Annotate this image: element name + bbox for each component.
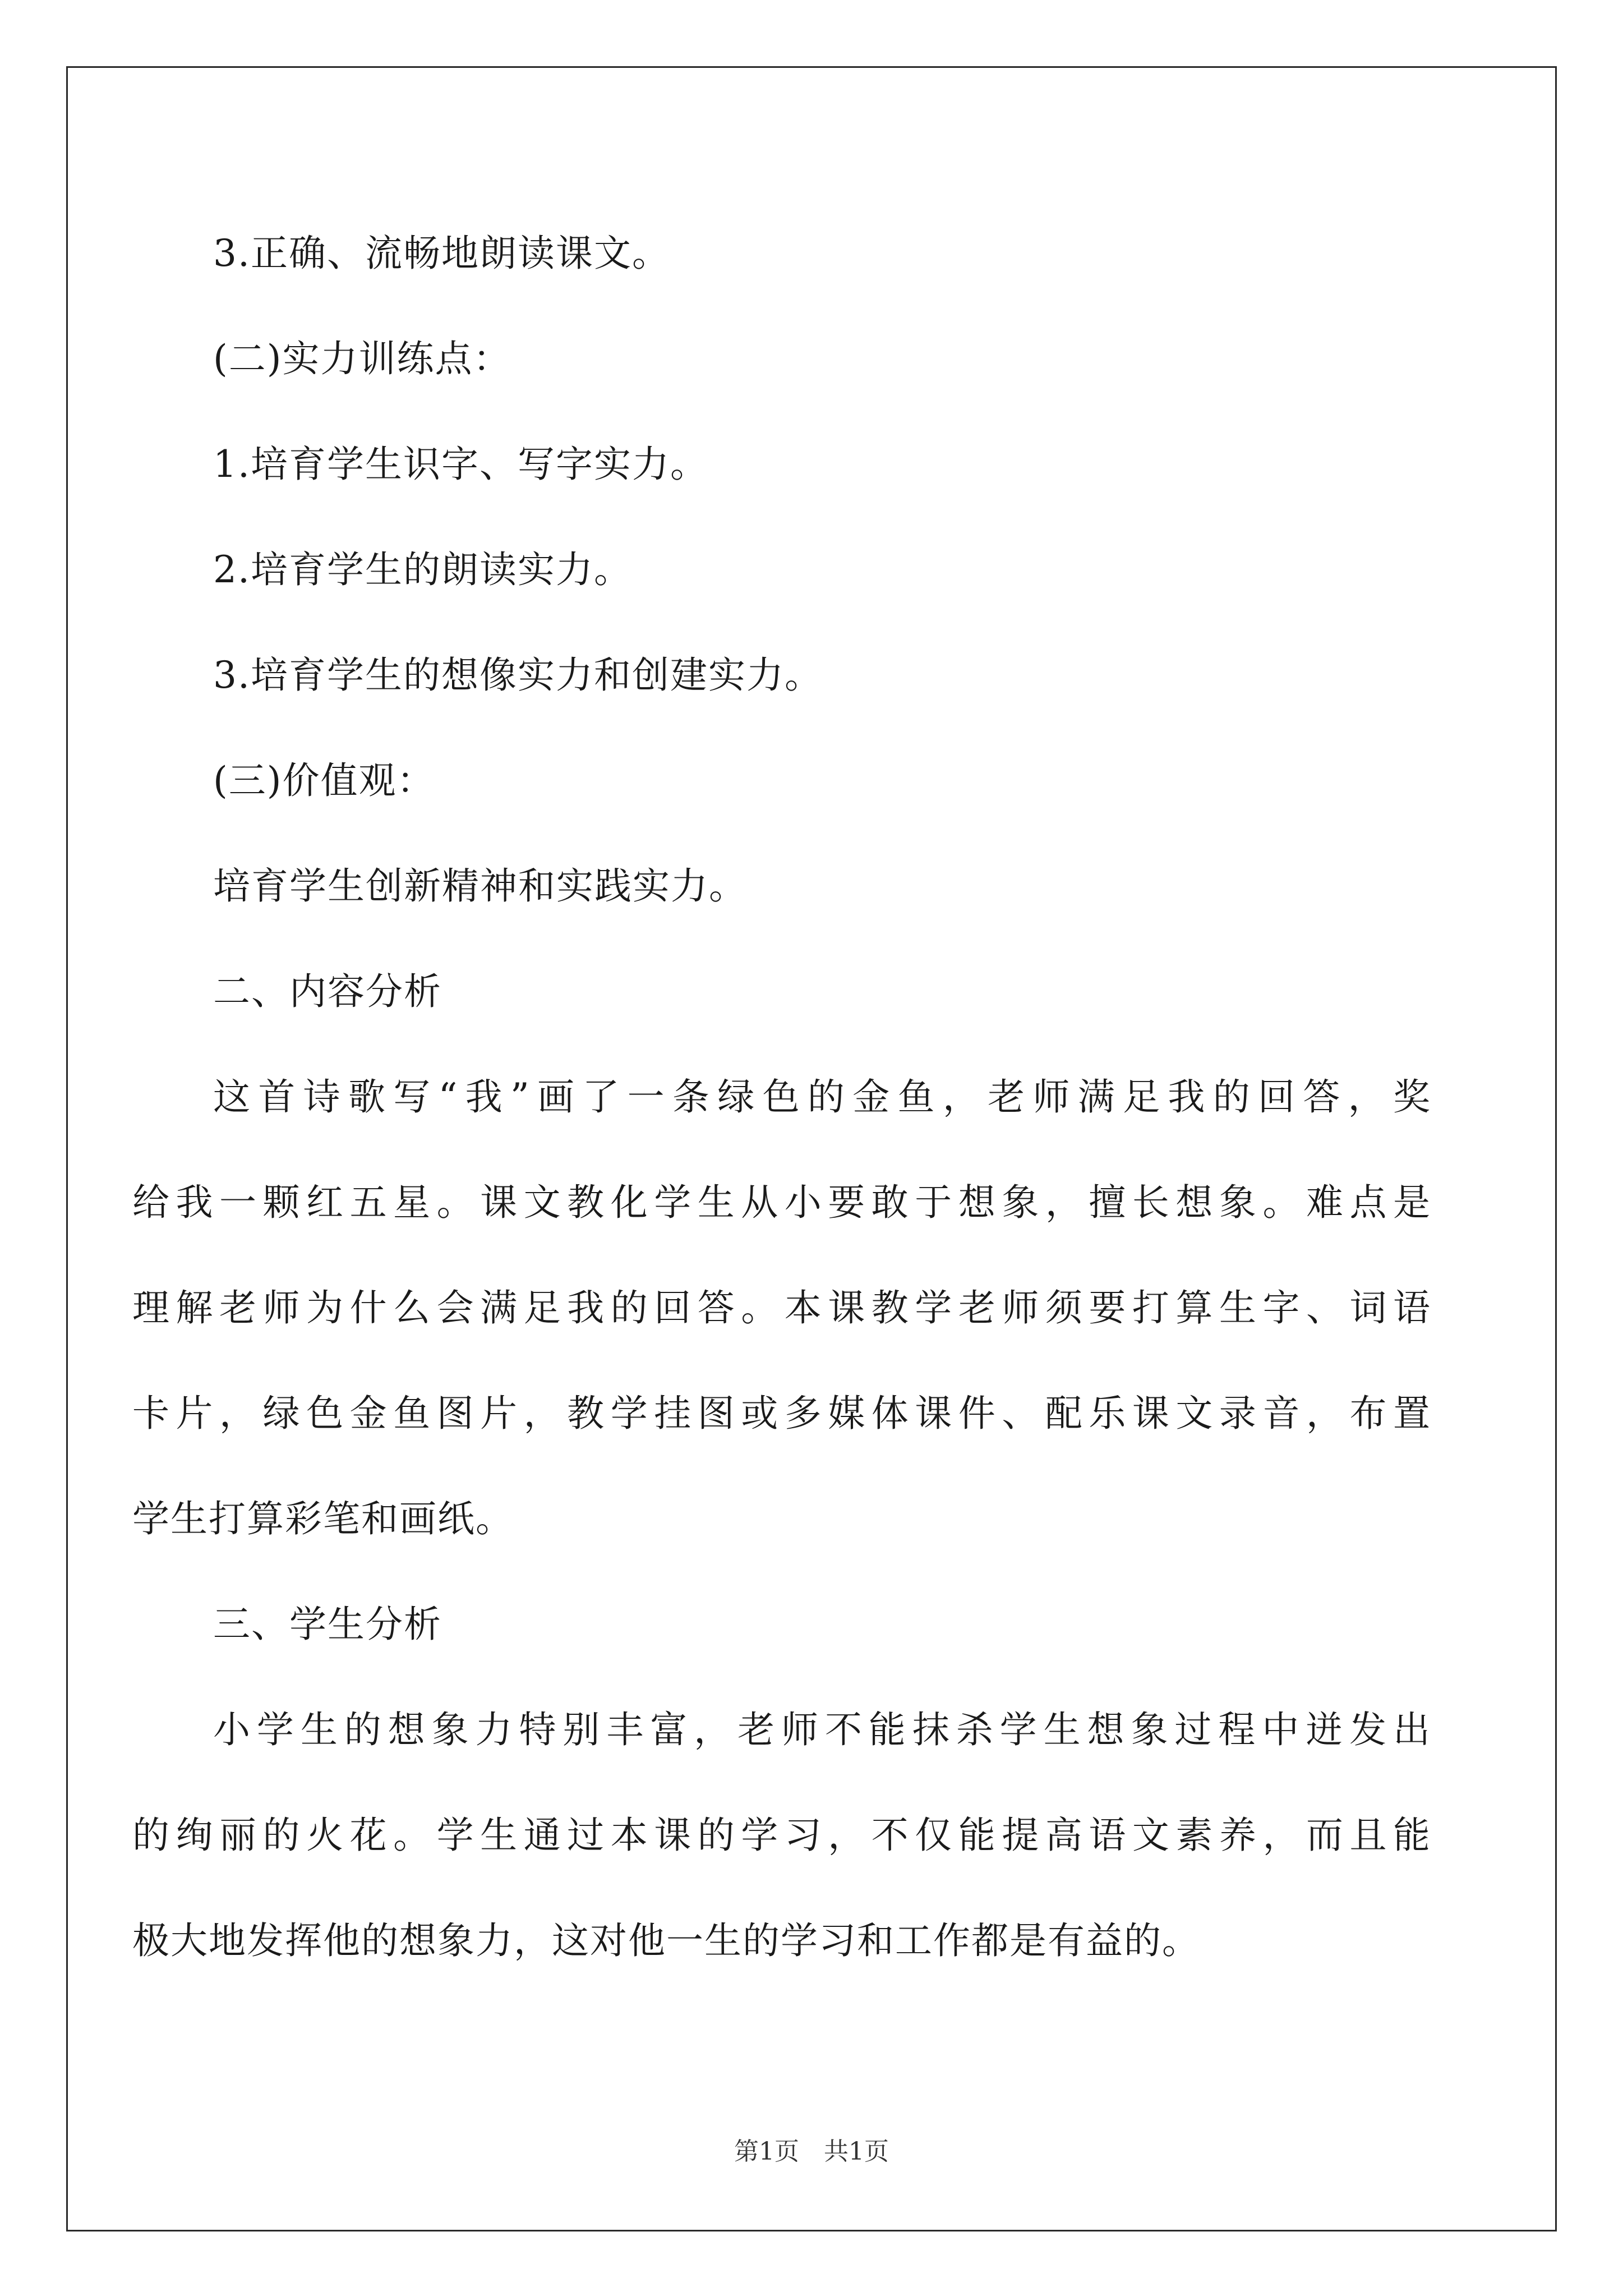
text-line: 3.正确、流畅地朗读课文。 [213, 232, 670, 275]
paragraph-line: 的绚丽的火花。学生通过本课的学习，不仅能提高语文素养，而且能 [132, 1814, 1431, 1857]
text-line: 培育学生创新精神和实践实力。 [213, 864, 747, 908]
paragraph-line: 这首诗歌写“我”画了一条绿色的金鱼，老师满足我的回答，奖 [213, 1075, 1431, 1119]
paragraph-line: 给我一颗红五星。课文教化学生从小要敢于想象，擅长想象。难点是 [132, 1181, 1431, 1224]
section-heading: 三、学生分析 [213, 1603, 442, 1646]
text-line: 1.培育学生识字、写字实力。 [213, 443, 708, 486]
paragraph-line: 卡片，绿色金鱼图片，教学挂图或多媒体课件、配乐课文录音，布置 [132, 1392, 1431, 1435]
page-footer: 第1页 共1页 [734, 2137, 889, 2166]
paragraph-line: 极大地发挥他的想象力，这对他一生的学习和工作都是有益的。 [132, 1919, 1200, 1962]
section-heading: 二、内容分析 [213, 970, 442, 1013]
paragraph-line: 小学生的想象力特别丰富，老师不能抹杀学生想象过程中迸发出 [213, 1708, 1431, 1751]
section-heading: (二)实力训练点： [213, 337, 511, 380]
paragraph-line: 学生打算彩笔和画纸。 [132, 1497, 514, 1540]
paragraph-line: 理解老师为什么会满足我的回答。本课教学老师须要打算生字、词语 [132, 1286, 1431, 1329]
text-line: 3.培育学生的想像实力和创建实力。 [213, 654, 823, 697]
text-line: 2.培育学生的朗读实力。 [213, 548, 632, 591]
section-heading: (三)价值观： [213, 759, 435, 802]
